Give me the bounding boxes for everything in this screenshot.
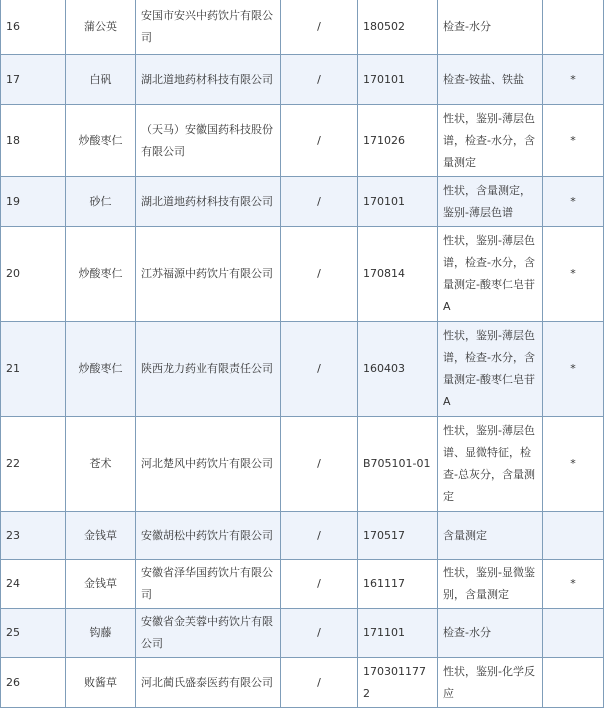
failed-items: 检查-水分 xyxy=(438,609,543,658)
product-name: 苍术 xyxy=(66,417,136,512)
failed-items: 含量测定 xyxy=(438,512,543,560)
batch-number: 171101 xyxy=(358,609,438,658)
row-number: 25 xyxy=(1,609,66,658)
product-name: 金钱草 xyxy=(66,512,136,560)
table-row xyxy=(1,0,604,55)
product-name: 败酱草 xyxy=(66,658,136,708)
table-row xyxy=(1,609,604,658)
manufacturer: 湖北道地药材科技有限公司 xyxy=(136,55,281,105)
manufacturer: 陕西龙力药业有限责任公司 xyxy=(136,322,281,417)
batch-number: 170101 xyxy=(358,55,438,105)
remark-mark: * xyxy=(543,322,604,417)
specification: / xyxy=(281,177,358,227)
row-number: 18 xyxy=(1,105,66,177)
remark-mark: * xyxy=(543,227,604,322)
batch-number: 170101 xyxy=(358,177,438,227)
product-name: 白矾 xyxy=(66,55,136,105)
table-row xyxy=(1,55,604,105)
batch-number: B705101-01 xyxy=(358,417,438,512)
table-row xyxy=(1,177,604,227)
specification: / xyxy=(281,55,358,105)
failed-items: 性状，鉴别-薄层色谱，检查-水分，含量测定-酸枣仁皂苷A xyxy=(438,227,543,322)
table-row xyxy=(1,512,604,560)
row-number: 21 xyxy=(1,322,66,417)
specification: / xyxy=(281,227,358,322)
table-row xyxy=(1,417,604,512)
row-number: 26 xyxy=(1,658,66,708)
product-name: 炒酸枣仁 xyxy=(66,105,136,177)
table-body xyxy=(1,0,604,708)
row-number: 24 xyxy=(1,560,66,609)
batch-number: 170814 xyxy=(358,227,438,322)
manufacturer: 湖北道地药材科技有限公司 xyxy=(136,177,281,227)
row-number: 16 xyxy=(1,0,66,55)
table-row xyxy=(1,658,604,708)
failed-items: 检查-铵盐、铁盐 xyxy=(438,55,543,105)
remark-mark xyxy=(543,0,604,55)
product-name: 炒酸枣仁 xyxy=(66,227,136,322)
failed-items: 性状，鉴别-薄层色谱，检查-水分，含量测定 xyxy=(438,105,543,177)
specification: / xyxy=(281,658,358,708)
batch-number: 161117 xyxy=(358,560,438,609)
row-number: 23 xyxy=(1,512,66,560)
product-name: 炒酸枣仁 xyxy=(66,322,136,417)
failed-items: 性状，含量测定，鉴别-薄层色谱 xyxy=(438,177,543,227)
manufacturer: 安徽胡松中药饮片有限公司 xyxy=(136,512,281,560)
failed-items: 性状，鉴别-薄层色谱，检查-水分，含量测定-酸枣仁皂苷A xyxy=(438,322,543,417)
batch-number: 171026 xyxy=(358,105,438,177)
specification: / xyxy=(281,417,358,512)
manufacturer: 安徽省泽华国药饮片有限公司 xyxy=(136,560,281,609)
manufacturer: 江苏福源中药饮片有限公司 xyxy=(136,227,281,322)
specification: / xyxy=(281,512,358,560)
specification: / xyxy=(281,560,358,609)
remark-mark: * xyxy=(543,177,604,227)
failed-items: 性状，鉴别-显微鉴别，含量测定 xyxy=(438,560,543,609)
row-number: 19 xyxy=(1,177,66,227)
product-name: 钩藤 xyxy=(66,609,136,658)
specification: / xyxy=(281,0,358,55)
table-row xyxy=(1,322,604,417)
batch-number: 180502 xyxy=(358,0,438,55)
batch-number: 170517 xyxy=(358,512,438,560)
specification: / xyxy=(281,322,358,417)
failed-items: 性状，鉴别-化学反应 xyxy=(438,658,543,708)
remark-mark: * xyxy=(543,105,604,177)
batch-number: 160403 xyxy=(358,322,438,417)
remark-mark xyxy=(543,609,604,658)
row-number: 17 xyxy=(1,55,66,105)
remark-mark: * xyxy=(543,560,604,609)
table-row xyxy=(1,560,604,609)
remark-mark: * xyxy=(543,417,604,512)
row-number: 22 xyxy=(1,417,66,512)
manufacturer: （天马）安徽国药科技股份有限公司 xyxy=(136,105,281,177)
manufacturer: 河北楚风中药饮片有限公司 xyxy=(136,417,281,512)
product-name: 砂仁 xyxy=(66,177,136,227)
remark-mark xyxy=(543,512,604,560)
manufacturer: 安国市安兴中药饮片有限公司 xyxy=(136,0,281,55)
failed-items: 性状，鉴别-薄层色谱、显微特征，检查-总灰分，含量测定 xyxy=(438,417,543,512)
specification: / xyxy=(281,105,358,177)
product-name: 金钱草 xyxy=(66,560,136,609)
batch-number: 1703011772 xyxy=(358,658,438,708)
failed-items: 检查-水分 xyxy=(438,0,543,55)
table-row xyxy=(1,105,604,177)
row-number: 20 xyxy=(1,227,66,322)
table-row xyxy=(1,227,604,322)
remark-mark xyxy=(543,658,604,708)
manufacturer: 河北蔺氏盛泰医药有限公司 xyxy=(136,658,281,708)
specification: / xyxy=(281,609,358,658)
manufacturer: 安徽省金芙蓉中药饮片有限公司 xyxy=(136,609,281,658)
remark-mark: * xyxy=(543,55,604,105)
product-name: 蒲公英 xyxy=(66,0,136,55)
